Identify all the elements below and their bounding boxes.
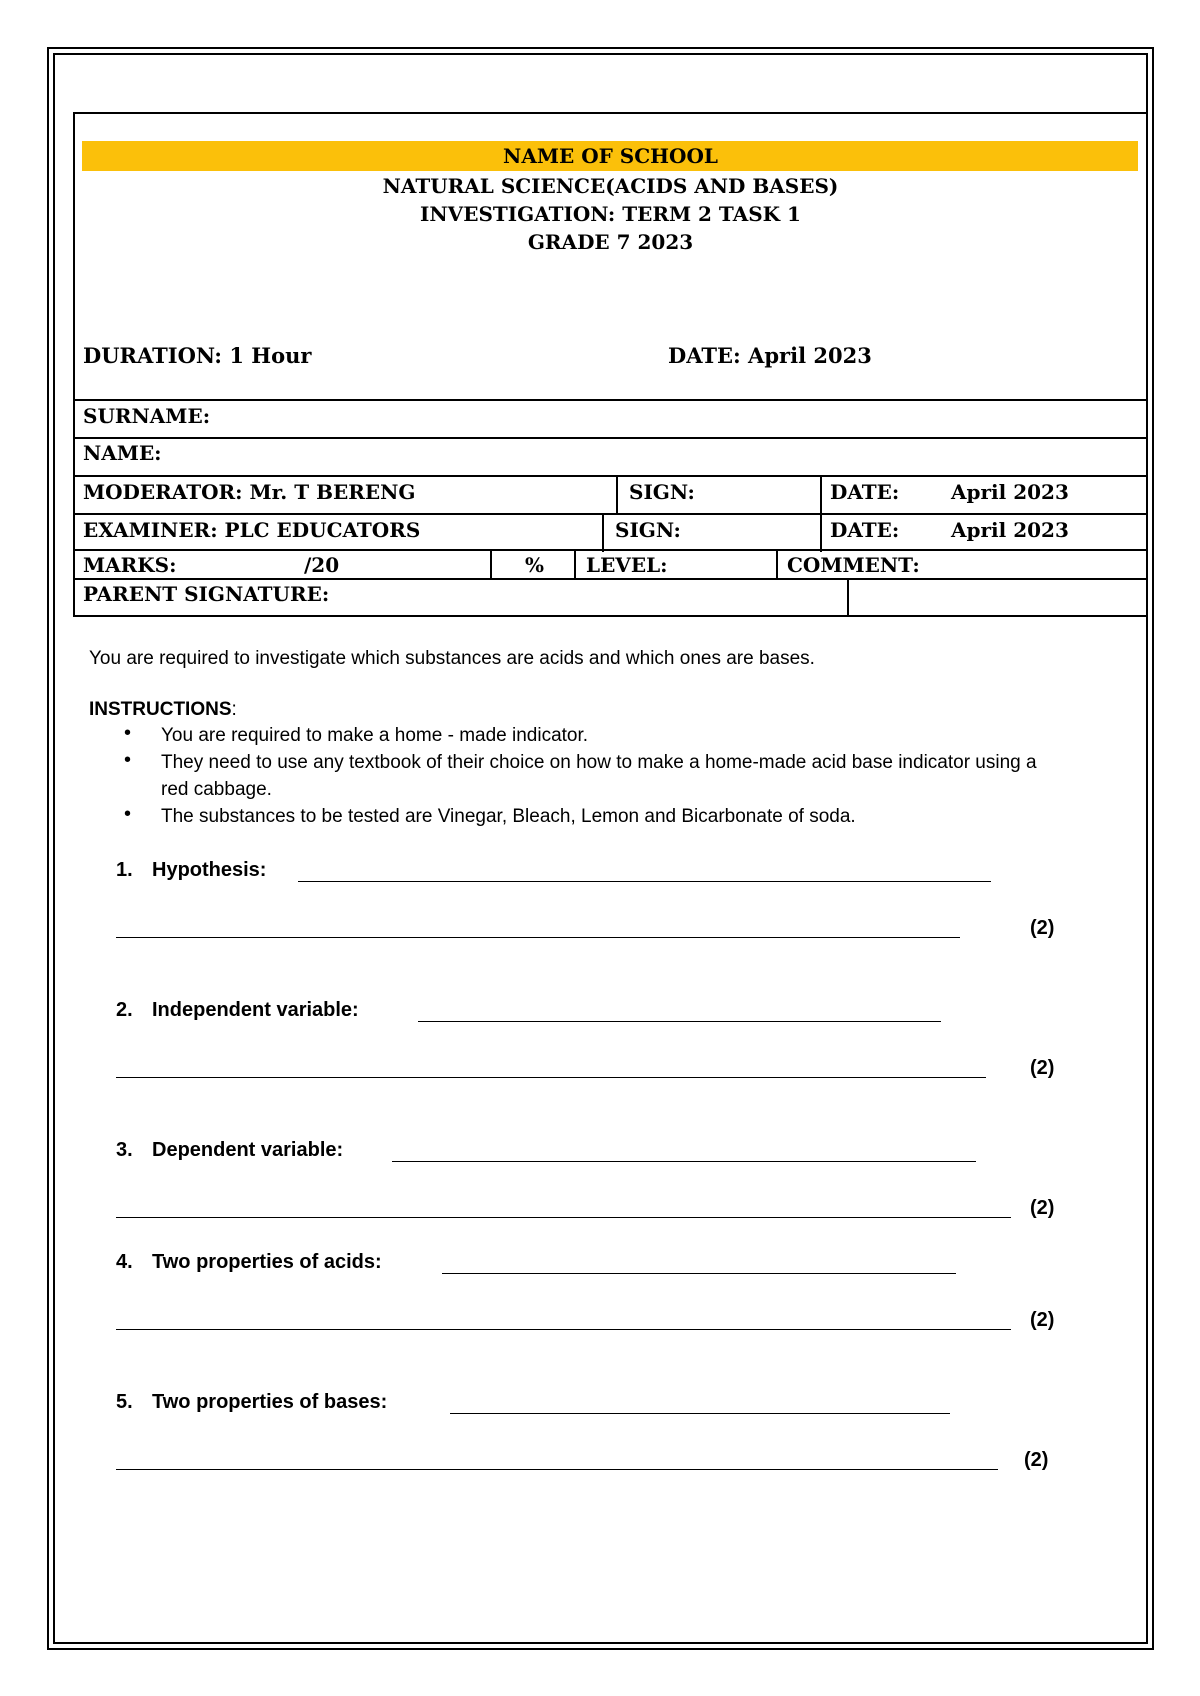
examiner-label: EXAMINER: PLC EDUCATORS (83, 518, 421, 542)
instructions-heading: INSTRUCTIONS: (89, 699, 237, 720)
question-2-answer-line-2[interactable] (116, 1077, 986, 1078)
question-5-number: 5. (116, 1391, 133, 1413)
moderator-date-label: DATE: (830, 480, 900, 504)
moderator-sign[interactable]: SIGN: (629, 480, 695, 504)
question-5-answer-line[interactable] (450, 1413, 950, 1414)
question-4-number: 4. (116, 1251, 133, 1273)
date-label: DATE: April 2023 (668, 343, 872, 368)
subject-title: NATURAL SCIENCE(ACIDS AND BASES) (382, 174, 839, 198)
question-2-number: 2. (116, 999, 133, 1021)
question-2-mark: (2) (1030, 1057, 1055, 1079)
parent-signature-label: PARENT SIGNATURE: (83, 582, 330, 606)
instruction-item: The substances to be tested are Vinegar, Bleach, Lemon and Bicarbonate of soda. (161, 806, 856, 827)
question-3-mark: (2) (1030, 1197, 1055, 1219)
duration-label: DURATION: 1 Hour (83, 343, 312, 368)
question-5-mark: (2) (1024, 1449, 1049, 1471)
question-1-answer-line-2[interactable] (116, 937, 960, 938)
question-4-label: Two properties of acids: (152, 1251, 382, 1273)
question-4-answer-line-2[interactable] (116, 1329, 1011, 1330)
question-2-label: Independent variable: (152, 999, 359, 1021)
instruction-item: They need to use any textbook of their choice on how to make a home-made acid base indicator using a red cabbage. (161, 752, 1037, 800)
instruction-item: You are required to make a home - made indicator. (161, 725, 589, 746)
question-1-label: Hypothesis: (152, 859, 267, 881)
question-4-answer-line[interactable] (442, 1273, 956, 1274)
intro-text: You are required to investigate which substances are acids and which ones are bases. (89, 648, 815, 669)
moderator-label: MODERATOR: Mr. T BERENG (83, 480, 416, 504)
bullet-icon: • (124, 722, 132, 744)
examiner-date: April 2023 (951, 518, 1069, 542)
examiner-sign[interactable]: SIGN: (615, 518, 681, 542)
question-3-answer-line[interactable] (392, 1161, 976, 1162)
question-1-mark: (2) (1030, 917, 1055, 939)
question-2-answer-line[interactable] (418, 1021, 941, 1022)
surname-field[interactable]: SURNAME: (83, 404, 211, 428)
name-field[interactable]: NAME: (83, 441, 162, 465)
question-3-number: 3. (116, 1139, 133, 1161)
question-3-answer-line-2[interactable] (116, 1217, 1011, 1218)
question-5-label: Two properties of bases: (152, 1391, 388, 1413)
question-1-answer-line[interactable] (298, 881, 991, 882)
parent-signature-field[interactable] (848, 579, 1146, 615)
moderator-date: April 2023 (951, 480, 1069, 504)
question-1-number: 1. (116, 859, 133, 881)
level-label[interactable]: LEVEL: (586, 553, 668, 577)
task-title: INVESTIGATION: TERM 2 TASK 1 (420, 202, 801, 226)
bullet-icon: • (124, 749, 132, 771)
school-name: NAME OF SCHOOL (503, 144, 718, 168)
marks-total[interactable]: /20 (304, 553, 340, 577)
percent-label: % (525, 553, 545, 577)
examiner-date-label: DATE: (830, 518, 900, 542)
marks-label: MARKS: (83, 553, 177, 577)
question-4-mark: (2) (1030, 1309, 1055, 1331)
bullet-icon: • (124, 803, 132, 825)
grade-title: GRADE 7 2023 (527, 230, 694, 254)
question-5-answer-line-2[interactable] (116, 1469, 998, 1470)
question-3-label: Dependent variable: (152, 1139, 344, 1161)
comment-label[interactable]: COMMENT: (787, 553, 920, 577)
